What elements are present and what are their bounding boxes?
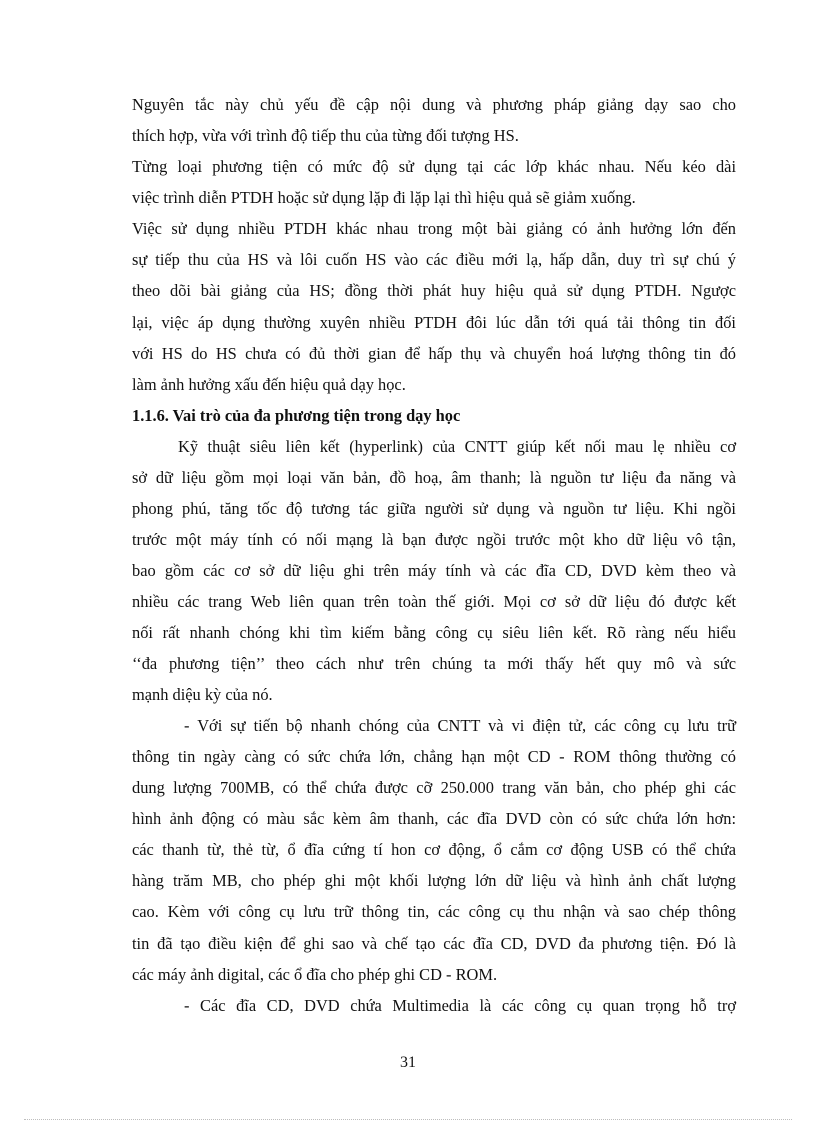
text-line: hình ảnh động có màu sắc kèm âm thanh, các đĩa DVD còn có sức chứa lớn hơn:	[132, 809, 736, 828]
text-line: dung lượng 700MB, có thể chứa được cỡ 250.000 trang văn bản, cho phép ghi các	[132, 778, 736, 797]
text-line: trước một máy tính có nối mạng là bạn được ngồi trước một kho dữ liệu vô tận,	[132, 530, 736, 549]
text-line: - Các đĩa CD, DVD chứa Multimedia là các công cụ quan trọng hỗ trợ	[184, 996, 736, 1015]
text-line: sở dữ liệu gồm mọi loại văn bản, đồ hoạ, âm thanh; là nguồn tư liệu đa năng và	[132, 468, 736, 487]
text-line: các thanh từ, thẻ từ, ổ đĩa cứng tí hon cơ động, ổ cắm cơ động USB có thể chứa	[132, 840, 736, 859]
text-line: lại, việc áp dụng thường xuyên nhiều PTDH đôi lúc dẫn tới quá tải thông tin đối	[132, 313, 736, 332]
text-line: với HS do HS chưa có đủ thời gian để hấp thụ và chuyển hoá lượng thông tin đó	[132, 344, 736, 363]
text-line: Việc sử dụng nhiều PTDH khác nhau trong một bài giảng có ảnh hưởng lớn đến	[132, 219, 736, 238]
section-heading: 1.1.6. Vai trò của đa phương tiện trong dạy học	[132, 406, 461, 425]
page-number: 31	[400, 1054, 416, 1071]
text-line: mạnh diệu kỳ của nó.	[132, 685, 273, 704]
text-line: Kỹ thuật siêu liên kết (hyperlink) của CNTT giúp kết nối mau lẹ nhiều cơ	[178, 437, 736, 456]
text-line: sự tiếp thu của HS và lôi cuốn HS vào các điều mới lạ, hấp dẫn, duy trì sự chú ý	[132, 250, 736, 269]
text-line: các máy ảnh digital, các ổ đĩa cho phép ghi CD - ROM.	[132, 965, 498, 984]
text-line: thích hợp, vừa với trình độ tiếp thu của từng đối tượng HS.	[132, 126, 519, 145]
text-line: Từng loại phương tiện có mức độ sử dụng tại các lớp khác nhau. Nếu kéo dài	[132, 157, 736, 176]
text-line: phong phú, tăng tốc độ tương tác giữa người sử dụng và nguồn tư liệu. Khi ngồi	[132, 499, 736, 518]
text-line: hàng trăm MB, cho phép ghi một khối lượng lớn dữ liệu và hình ảnh chất lượng	[132, 871, 736, 890]
text-line: làm ảnh hưởng xấu đến hiệu quả dạy học.	[132, 375, 406, 394]
text-line: cao. Kèm với công cụ lưu trữ thông tin, các công cụ thu nhận và sao chép thông	[132, 902, 736, 921]
text-line: theo dõi bài giảng của HS; đồng thời phát huy hiệu quả sử dụng PTDH. Ngược	[132, 281, 736, 300]
text-line: nhiều các trang Web liên quan trên toàn thế giới. Mọi cơ sở dữ liệu đó được kết	[132, 592, 736, 611]
text-line: Nguyên tắc này chủ yếu đề cập nội dung và phương pháp giảng dạy sao cho	[132, 95, 736, 114]
text-line: bao gồm các cơ sở dữ liệu ghi trên máy tính và các đĩa CD, DVD kèm theo và	[132, 561, 736, 580]
page-bottom-divider	[24, 1119, 792, 1120]
text-line: nối rất nhanh chóng khi tìm kiếm bằng công cụ siêu liên kết. Rõ ràng nếu hiểu	[132, 623, 736, 642]
text-line: tin đã tạo điều kiện để ghi sao và chế tạo các đĩa CD, DVD đa phương tiện. Đó là	[132, 934, 736, 953]
text-line: ‘‘đa phương tiện’’ theo cách như trên chúng ta mới thấy hết quy mô và sức	[132, 654, 736, 673]
text-line: việc trình diễn PTDH hoặc sử dụng lặp đi lặp lại thì hiệu quả sẽ giảm xuống.	[132, 188, 636, 207]
text-line: - Với sự tiến bộ nhanh chóng của CNTT và vi điện tử, các công cụ lưu trữ	[184, 716, 736, 735]
text-line: thông tin ngày càng có sức chứa lớn, chẳng hạn một CD - ROM thông thường có	[132, 747, 736, 766]
